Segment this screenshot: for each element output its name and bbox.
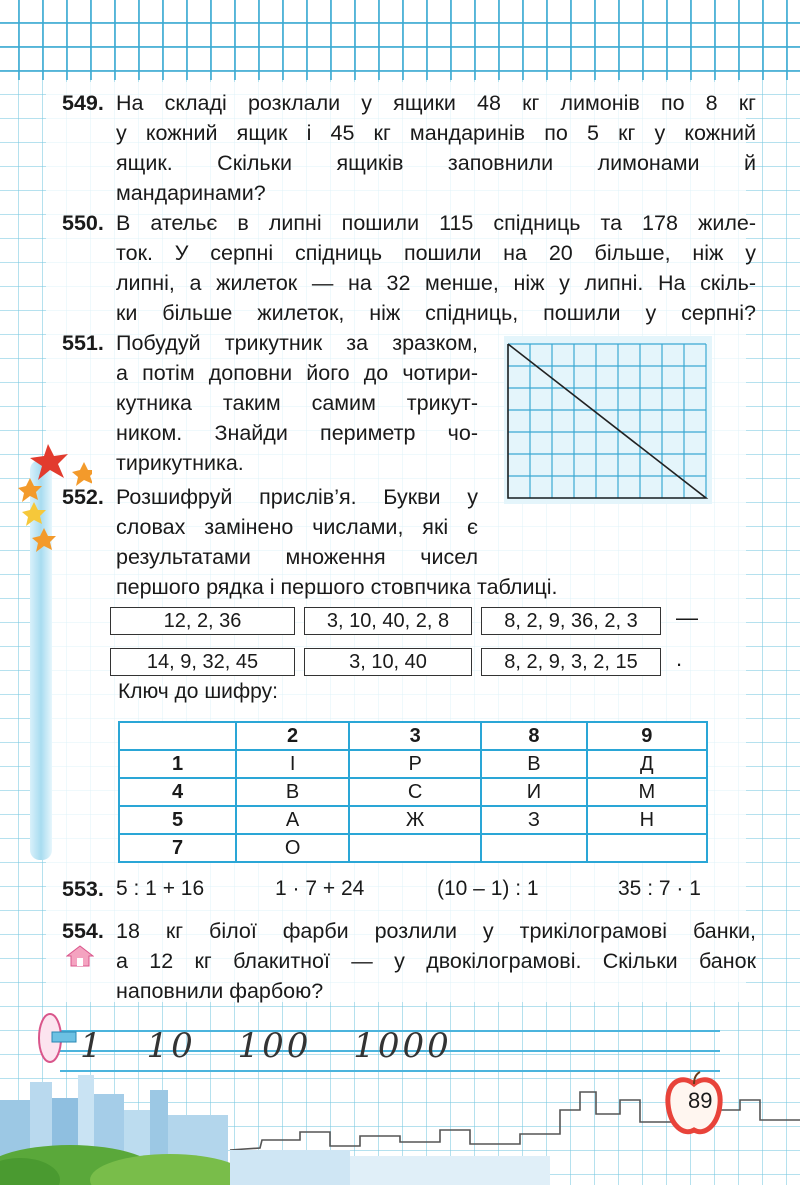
table-row: [119, 806, 707, 834]
table-cell: 2: [236, 722, 349, 750]
table-cell: Д: [587, 750, 707, 778]
handwritten-number: 100: [237, 1026, 312, 1066]
table-cell: 9: [587, 722, 707, 750]
table-cell: [481, 834, 587, 862]
table-cell: [119, 722, 236, 750]
table-cell: Р: [349, 750, 481, 778]
top-grid-band: [0, 0, 800, 80]
table-row: [119, 834, 707, 862]
cipher-word-box: 3, 10, 40, 2, 8: [304, 607, 472, 635]
problem-text-line: першого рядка і першого стовпчика таблиці.: [116, 575, 558, 599]
table-cell: З: [481, 806, 587, 834]
problem-text-line: а 12 кг блакитної — у двокілограмові. Скільки банок: [116, 949, 756, 973]
punctuation-dash: —: [676, 605, 698, 630]
problem-text-line: мандаринами?: [116, 181, 266, 205]
problem-text-line: у кожний ящик і 45 кг мандаринів по 5 кг у кожний: [116, 121, 756, 145]
table-cell: 4: [119, 778, 236, 806]
pencil-icon: [34, 1008, 78, 1070]
page-number: 89: [688, 1088, 713, 1113]
expression: 1 · 7 + 24: [275, 877, 365, 900]
table-cell: 5: [119, 806, 236, 834]
problem-text-line: результатами множення чисел: [116, 545, 478, 569]
handwritten-number: 1: [80, 1026, 105, 1066]
problem-text-line: наповнили фарбою?: [116, 979, 324, 1003]
problem-text-line: ящик. Скільки ящиків заповнили лимонами й: [116, 151, 756, 175]
problem-text-line: а потім доповни його до чотири-: [116, 361, 478, 385]
problem-text-line: ток. У серпні спідниць пошили на 20 більше, ніж у: [116, 241, 756, 265]
table-row: [119, 750, 707, 778]
cipher-word-box: 3, 10, 40: [304, 648, 472, 676]
table-cell: І: [236, 750, 349, 778]
cipher-word-box: 12, 2, 36: [110, 607, 295, 635]
handwriting-sample: [80, 1026, 452, 1066]
problem-text-line: Побудуй трикутник за зразком,: [116, 331, 478, 355]
table-cell: [349, 834, 481, 862]
handwritten-number: 1000: [353, 1026, 452, 1066]
problem-text-line: ки більше жилеток, ніж спідниць, пошили у серпні?: [116, 301, 756, 325]
house-icon: [66, 944, 94, 968]
table-cell: М: [587, 778, 707, 806]
cipher-word-box: 8, 2, 9, 3, 2, 15: [481, 648, 661, 676]
problem-number: 551.: [62, 331, 104, 355]
expression: 35 : 7 · 1: [618, 877, 701, 900]
table-row: [119, 778, 707, 806]
problem-text-line: тирикутника.: [116, 451, 244, 475]
problem-number: 553.: [62, 877, 104, 901]
problem-text-line: На складі розклали у ящики 48 кг лимонів по 8 кг: [116, 91, 756, 115]
cipher-word-box: 14, 9, 32, 45: [110, 648, 295, 676]
table-cell: 8: [481, 722, 587, 750]
problem-text-line: Розшифруй прислів’я. Букви у: [116, 485, 478, 509]
problem-number: 554.: [62, 919, 104, 943]
table-cell: Н: [587, 806, 707, 834]
expression: (10 – 1) : 1: [437, 877, 539, 900]
table-cell: С: [349, 778, 481, 806]
table-header-row: [119, 722, 707, 750]
cipher-key-table: [118, 721, 708, 863]
problem-text-line: липні, а жилеток — на 32 менше, ніж у липні. На скіль-: [116, 271, 756, 295]
cipher-word-box: 8, 2, 9, 36, 2, 3: [481, 607, 661, 635]
problem-text-line: ником. Знайди периметр чо-: [116, 421, 478, 445]
key-label: Ключ до шифру:: [118, 680, 278, 703]
problem-text-line: кутника таким самим трикут-: [116, 391, 478, 415]
table-cell: В: [236, 778, 349, 806]
handwritten-number: 10: [146, 1026, 196, 1066]
table-cell: 3: [349, 722, 481, 750]
table-cell: О: [236, 834, 349, 862]
table-cell: В: [481, 750, 587, 778]
table-cell: И: [481, 778, 587, 806]
table-cell: А: [236, 806, 349, 834]
table-cell: 7: [119, 834, 236, 862]
problem-text-line: словах замінено числами, які є: [116, 515, 478, 539]
table-cell: Ж: [349, 806, 481, 834]
table-cell: [587, 834, 707, 862]
problem-text-line: В ательє в липні пошили 115 спідниць та 178 жиле-: [116, 211, 756, 235]
expression: 5 : 1 + 16: [116, 877, 205, 900]
problem-number: 550.: [62, 211, 104, 235]
problem-text-line: 18 кг білої фарби розлили у трикілограмові банки,: [116, 919, 756, 943]
problem-number: 549.: [62, 91, 104, 115]
table-cell: 1: [119, 750, 236, 778]
problem-number: 552.: [62, 485, 104, 509]
punctuation-period: .: [676, 646, 683, 671]
triangle-sample-figure: [504, 336, 712, 504]
